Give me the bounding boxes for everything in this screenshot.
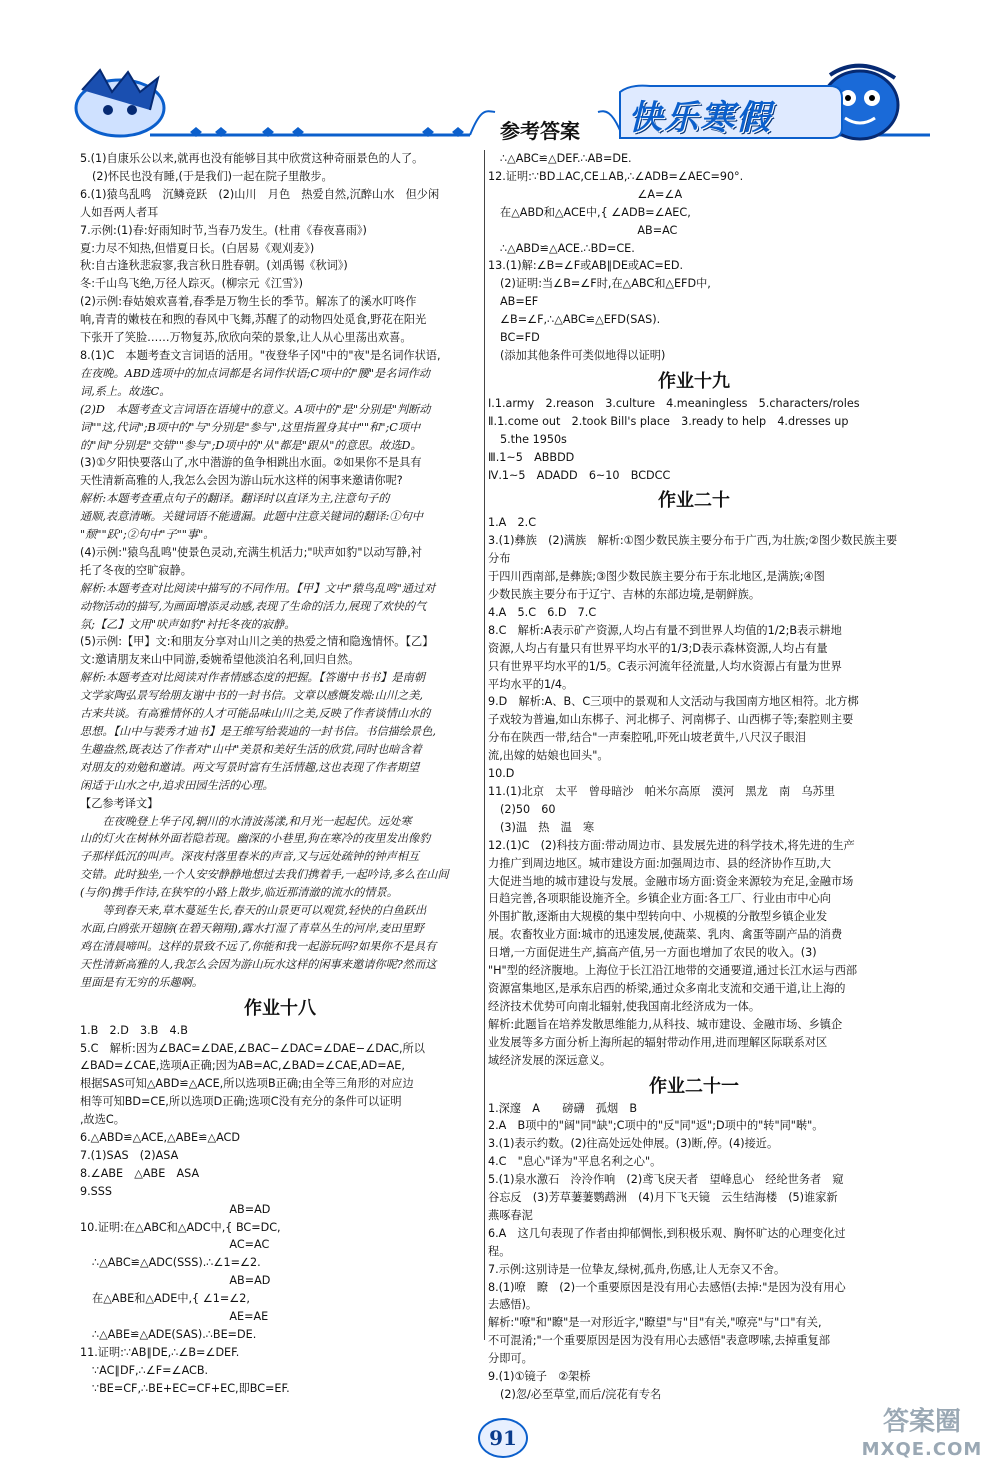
text-line: 燕啄春泥 — [488, 1208, 533, 1222]
page-number: 91 — [478, 1418, 528, 1458]
text-line: AB=AD — [80, 1202, 271, 1216]
text-line: (添加其他条件可类似地得以证明) — [500, 348, 666, 362]
text-line: 10.证明:在△ABC和△ADC中,{ BC=DC, — [80, 1220, 281, 1234]
text-line: 文学家陶弘景写给朋友谢中书的一封书信。文章以感慨发端:山川之美, — [80, 689, 423, 703]
section-heading: 作业十九 — [658, 370, 730, 392]
text-line: 天性清新高雅的人,我怎么会因为游山玩水这样的闲事来邀请你呢?然而这 — [80, 957, 437, 971]
text-line: 6.△ABD≌△ACE,△ABE≌△ACD — [80, 1131, 240, 1145]
text-line: ∴△ABC≌△DEF.∴AB=DE. — [500, 152, 632, 165]
text-line: 解析:本题考查对比阅读对作者情感态度的把握。【答谢中书书】是南朝 — [80, 671, 425, 685]
text-line: 9.SSS — [80, 1184, 112, 1198]
text-line: 动物活动的描写,为画面增添灵动感,表现了生命的活力,展现了欢快的气 — [80, 599, 427, 613]
text-line: 生趣盎然,既表达了作者对"山中"美景和美好生活的欣赏,同时也暗含着 — [80, 742, 422, 756]
text-line: 冬:千山鸟飞绝,万径人踪灭。(柳宗元《江雪》) — [80, 277, 304, 291]
text-line: 力推广到周边地区。城市建设方面:加强周边市、县的经济协作互助,大 — [488, 856, 831, 870]
right-column — [488, 150, 900, 1404]
text-line: 子戏较为普遍,如山东梆子、河北梆子、河南梆子、山西梆子等;秦腔则主要 — [488, 713, 854, 727]
text-line: 思想。【山中与裴秀才迪书】是王维写给裴迪的一封书信。书信描绘景色, — [80, 725, 436, 738]
text-line: "颓""跃";②句中"子""事"。 — [80, 528, 215, 542]
text-line: 程。 — [488, 1244, 511, 1258]
text-line: 2.A B项中的"阔"同"缺";C项中的"反"同"返";D项中的"转"同"啭"。 — [488, 1119, 824, 1133]
page-header — [0, 0, 1000, 150]
text-line: 8.C 解析:A表示矿产资源,人均占有量不到世界人均值的1/2;B表示耕地 — [488, 623, 842, 637]
text-line: Ⅳ.1~5 ADADD 6~10 BCDCC — [488, 468, 671, 482]
text-line: 解析:此题旨在培养发散思维能力,从科技、城市建设、金融市场、乡镇企 — [488, 1017, 843, 1031]
text-line: 9.(1)①镜子 ②架桥 — [488, 1370, 591, 1384]
text-line: (4)示例:"猿鸟乱鸣"使景色灵动,充满生机活力;"吠声如豹"以动写静,衬 — [80, 545, 422, 559]
text-line: 闲适于山水之中,追求田园生活的心理。 — [80, 778, 274, 792]
text-line: ∠BAD=∠CAE,选项A正确;因为AB=AC,∠BAD=∠CAE,AD=AE, — [80, 1059, 405, 1073]
text-line: (3)温 热 温 寒 — [500, 820, 595, 834]
text-line: 11.证明:∵AB∥DE,∴∠B=∠DEF. — [80, 1345, 240, 1359]
text-line: 日趋完善,各项职能设施齐全。乡镇企业方面:各工厂、行业由市中心向 — [488, 892, 831, 906]
text-line: (2)D 本题考查文言词语在语境中的意义。A项中的"是"分别是"判断动 — [80, 402, 431, 416]
text-line: 流,出嫁的姑娘也回头"。 — [488, 749, 609, 763]
text-line: 山的灯火在树林外面若隐若现。幽深的小巷里,狗在寒冷的夜里发出像豹 — [80, 832, 431, 846]
text-line: 5.(1)泉水激石 泠泠作响 (2)鸢飞戾天者 望峰息心 经纶世务者 窥 — [488, 1173, 844, 1187]
text-line: 13.(1)解:∠B=∠F或AB∥DE或AC=ED. — [488, 259, 684, 273]
text-line: 于四川西南部,是彝族;③图少数民族主要分布于东北地区,是满族;④图 — [488, 570, 825, 584]
text-line: 子那样低沉的叫声。深夜村落里春米的声音,又与远处疏钟的钟声相互 — [80, 850, 420, 864]
text-line: 氛;【乙】文用"吠声如豹"衬托冬夜的寂静。 — [80, 617, 296, 631]
text-line: Ⅲ.1~5 ABBDD — [488, 450, 575, 464]
text-line: 在夜晚。ABD选项中的加点词都是名词作状语;C项中的"腰"是名词作动 — [80, 366, 430, 380]
text-line: 解析:本题考查重点句子的翻译。翻译时以直译为主,注意句子的 — [80, 492, 390, 506]
text-line: 交错。此时独坐,一个人安安静静地想过去我们携着手,一起吟诗,多么在山间 — [80, 868, 449, 882]
left-column — [80, 150, 480, 1398]
text-line: 大促进当地的城市建设与发展。金融市场方面:资金来源较为充足,金融市场 — [488, 874, 854, 888]
text-line: 通顺,表意清晰。关键词语不能遗漏。此题中注意关键词的翻译:①句中 — [80, 510, 423, 524]
text-line: 7.(1)SAS (2)ASA — [80, 1148, 179, 1162]
text-line: 的"间"分别是"交错""参与";D项中的"从"都是"跟从"的意思。故选D。 — [80, 438, 422, 452]
text-line: 天性清新高雅的人,我怎么会因为游山玩水这样的闲事来邀请你呢? — [80, 474, 403, 488]
text-line: 在夜晚登上华子冈,辋川的水清波荡漾,和月光一起起伏。远处寒 — [80, 814, 412, 828]
text-line: 解析:"嘹"和"瞭"是一对形近字,"瞭望"与"目"有关,"嘹亮"与"口"有关, — [488, 1316, 822, 1330]
text-line: BC=FD — [500, 331, 540, 345]
text-line: (与你)携手作诗,在狭窄的小路上散步,临近那清澈的流水的情景。 — [80, 886, 398, 900]
text-line: 5.(1)自康乐公以来,就再也没有能够目其中欣赏这种奇丽景色的人了。 — [80, 152, 424, 165]
text-line: 8.∠ABE △ABE ASA — [80, 1166, 200, 1180]
text-line: 里面是有无穷的乐趣啊。 — [80, 975, 204, 989]
text-line: (5)示例:【甲】文:和朋友分享对山川之美的热爱之情和隐逸情怀。【乙】 — [80, 635, 434, 649]
text-line: 12.(1)C (2)科技方面:带动周边市、县发展先进的科学技术,将先进的生产 — [488, 838, 855, 852]
text-line: 7.示例:(1)春:好雨知时节,当春乃发生。(杜甫《春夜喜雨》) — [80, 223, 367, 237]
text-line: Ⅰ.1.army 2.reason 3.culture 4.meaningless 5.characters/roles — [488, 396, 860, 410]
text-line: (2)示例:春姑娘欢喜着,春季是万物生长的季节。解冻了的溪水叮咚作 — [80, 295, 417, 309]
text-line: 鸡在清晨啼叫。这样的景致不远了,你能和我一起游玩吗?如果你不是具有 — [80, 939, 437, 953]
header-title: 参考答案 — [500, 119, 580, 143]
text-line: 谷忘反 (3)芳草萋萋鹦鹉洲 (4)月下飞天镜 云生结海楼 (5)谁家新 — [488, 1191, 838, 1205]
text-line: 少数民族主要分布于辽宁、吉林的东部边境,是朝鲜族。 — [488, 588, 761, 602]
section-heading: 作业二十一 — [649, 1075, 739, 1097]
text-line: 分即可。 — [488, 1352, 533, 1366]
text-line: 10.D — [488, 767, 515, 781]
text-line: 资源,人均占有量只有世界平均水平的1/3;D表示森林资源,人均占有量 — [488, 641, 828, 655]
text-line: 平均水平的1/4。 — [488, 677, 574, 691]
text-line: (2)证明:当∠B=∠F时,在△ABC和△EFD中, — [500, 277, 711, 291]
text-line: ∴△ABC≌△ADC(SSS).∴∠1=∠2. — [92, 1256, 261, 1270]
text-line: AB=EF — [500, 295, 539, 309]
text-line: 8.(1)嘹 瞭 (2)一个重要原因是没有用心去感悟(去掉:"是因为没有用心 — [488, 1280, 846, 1294]
text-line: 域经济发展的深远意义。 — [488, 1053, 612, 1067]
text-line: 1.A 2.C — [488, 516, 537, 530]
text-line: 对朋友的劝勉和邀请。两文写景时富有生活情趣,这也表现了作者期望 — [80, 760, 420, 774]
text-line: 古来共谈。有高雅情怀的人才可能品味山川之美,反映了作者谈情山水的 — [80, 707, 431, 721]
text-line: 12.证明:∵BD⊥AC,CE⊥AB,∴∠ADB=∠AEC=90°. — [488, 169, 744, 183]
text-line: ∠B=∠F,∴△ABC≌△EFD(SAS). — [500, 313, 661, 327]
text-line: ∴△ABE≌△ADE(SAS).∴BE=DE. — [92, 1328, 257, 1341]
text-line: 6.(1)猿鸟乱鸣 沉鳞竞跃 (2)山川 月色 热爱自然,沉醉山水 但少闲 — [80, 187, 440, 201]
text-line: 1.B 2.D 3.B 4.B — [80, 1023, 188, 1037]
text-line: 3.(1)表示约数。(2)往高处远处伸展。(3)断,停。(4)接近。 — [488, 1137, 779, 1151]
text-line: 不可混淆;"一个重要原因是因为没有用心去感悟"表意啰嗦,去掉重复部 — [488, 1334, 831, 1348]
text-line: 外围扩散,逐渐由大规模的集中型转向中、小规模的分散型乡镇企业发 — [488, 910, 828, 924]
column-divider — [484, 150, 485, 1340]
text-line: 词,系上。故选C。 — [80, 384, 171, 398]
text-line: 11.(1)北京 太平 曾母暗沙 帕米尔高原 漠河 黑龙 南 乌苏里 — [488, 785, 835, 798]
text-line: 1.深邃 A 磅礴 孤烟 B — [488, 1101, 638, 1115]
text-line: 人如吾两人者耳 — [80, 205, 159, 219]
text-line: ∠A=∠A — [488, 187, 683, 201]
text-line: ,故选C。 — [80, 1113, 125, 1127]
text-line: 7.示例:这别诗是一位挚友,绿树,孤舟,伤感,让人无奈又不舍。 — [488, 1262, 786, 1276]
text-line: 下张开了笑脸……万物复苏,欣欣向荣的景象,让人从心里荡出欢喜。 — [80, 331, 412, 345]
text-line: 经济技术优势可向南北辐射,使我国南北经济成为一体。 — [488, 999, 761, 1013]
text-line: 等到春天来,草木蔓延生长,春天的山景更可以观赏,轻快的白鱼跃出 — [80, 904, 427, 918]
text-line: 秋:自古逢秋悲寂寥,我言秋日胜春朝。(刘禹锡《秋词》) — [80, 259, 348, 273]
watermark-line2: MXQE.COM — [861, 1439, 983, 1460]
text-line: 词""这,代词";B项中的"与"分别是"参与",这里指置身其中""和";C项中 — [80, 420, 421, 434]
text-line: 相等可知BD=CE,所以选项D正确;选项C没有充分的条件可以证明 — [80, 1095, 402, 1109]
text-line: 托了冬夜的空旷寂静。 — [80, 563, 192, 577]
text-line: 展。农畜牧业方面:城市的迅速发展,使蔬菜、乳肉、禽蛋等副产品的消费 — [488, 928, 843, 942]
text-line: 3.(1)彝族 (2)满族 解析:①图少数民族主要分布于广西,为壮族;②图少数民族主要分布 — [488, 534, 898, 566]
text-line: 文:邀请朋友来山中同游,委婉希望他淡泊名利,回归自然。 — [80, 653, 360, 667]
text-line: ∴△ABD≌△ACE.∴BD=CE. — [500, 241, 635, 255]
text-line: 在△ABE和△ADE中,{ ∠1=∠2, — [92, 1292, 250, 1306]
text-line: ∵BE=CF,∴BE+EC=CF+EC,即BC=EF. — [92, 1381, 290, 1395]
text-line: 4.C "息心"译为"平息名利之心"。 — [488, 1155, 662, 1169]
section-heading: 作业二十 — [658, 490, 730, 512]
text-line: 水面,白鸥张开翅膀(在碧天翱翔),露水打湿了青草丛生的河岸,麦田里野 — [80, 921, 424, 935]
text-line: 响,青青的嫩枝在和煦的春风中飞舞,苏醒了的动物四处觅食,野花在阳光 — [80, 313, 427, 327]
text-line: AB=AC — [488, 223, 678, 237]
text-line: AB=AD — [80, 1274, 271, 1288]
text-line: 【乙参考译文】 — [80, 796, 159, 810]
text-line: 分布在陕西一带,结合"一声秦腔吼,吓死山坡老黄牛,八尺汉子眼泪 — [488, 731, 806, 745]
text-line: 只有世界平均水平的1/5。C表示河流年径流量,人均水资源占有量为世界 — [488, 659, 842, 673]
text-line: 8.(1)C 本题考查文言词语的活用。"夜登华子冈"中的"夜"是名词作状语, — [80, 348, 441, 362]
text-line: 日增,一方面促进生产,搞高产值,另一方面也增加了农民的收入。(3) — [488, 946, 817, 960]
text-line: (2)50 60 — [500, 802, 556, 816]
text-line: 9.D 解析:A、B、C三项中的景观和人文活动与我国南方地区相符。北方梆 — [488, 695, 859, 709]
text-line: (2)忽/必至草堂,而后/浣花有专名 — [500, 1388, 662, 1401]
text-line: 5.C 解析:因为∠BAC=∠DAE,∠BAC−∠DAC=∠DAE−∠DAC,所以 — [80, 1041, 425, 1055]
text-line: 6.A 这几句表现了作者由抑郁惆怅,到积极乐观、胸怀旷达的心理变化过 — [488, 1226, 846, 1240]
text-line: 解析:本题考查对比阅读中描写的不同作用。【甲】文中"猿鸟乱鸣"通过对 — [80, 581, 436, 595]
text-line: 业发展等多方面分析上海所起的辐射带动作用,进而理解区际联系对区 — [488, 1035, 828, 1049]
text-line: (3)①夕阳快要落山了,水中潜游的鱼争相跳出水面。②如果你不是具有 — [80, 456, 422, 470]
watermark — [852, 1408, 992, 1464]
cartoon-left-icon — [76, 70, 164, 136]
text-line: "H"型的经济腹地。上海位于长江沿江地带的交通要道,通过长江水运与西部 — [488, 964, 858, 978]
text-line: 去感悟)。 — [488, 1298, 538, 1312]
text-line: AE=AE — [80, 1310, 269, 1324]
text-line: AC=AC — [80, 1238, 270, 1252]
text-line: 资源富集地区,是承东启西的桥梁,通过众多南北支流和交通干道,让上海的 — [488, 981, 846, 995]
text-line: 在△ABD和△ACE中,{ ∠ADB=∠AEC, — [500, 205, 691, 219]
text-line: 夏:力尽不知热,但惜夏日长。(白居易《观刈麦》) — [80, 241, 315, 255]
text-line: 根据SAS可知△ABD≌△ACE,所以选项B正确;由全等三角形的对应边 — [80, 1077, 414, 1091]
text-line: (2)怀民也没有睡,(于是我们)一起在院子里散步。 — [92, 169, 333, 183]
watermark-line1: 答案圈 — [882, 1407, 961, 1437]
text-line: 4.A 5.C 6.D 7.C — [488, 605, 597, 619]
text-line: Ⅱ.1.come out 2.took Bill's place 3.ready to help 4.dresses up — [488, 414, 849, 428]
text-line: 5.the 1950s — [500, 432, 567, 446]
section-heading: 作业十八 — [244, 997, 316, 1019]
header-brand: 快乐寒假 — [628, 98, 772, 138]
text-line: ∵AC∥DF,∴∠F=∠ACB. — [92, 1363, 209, 1377]
